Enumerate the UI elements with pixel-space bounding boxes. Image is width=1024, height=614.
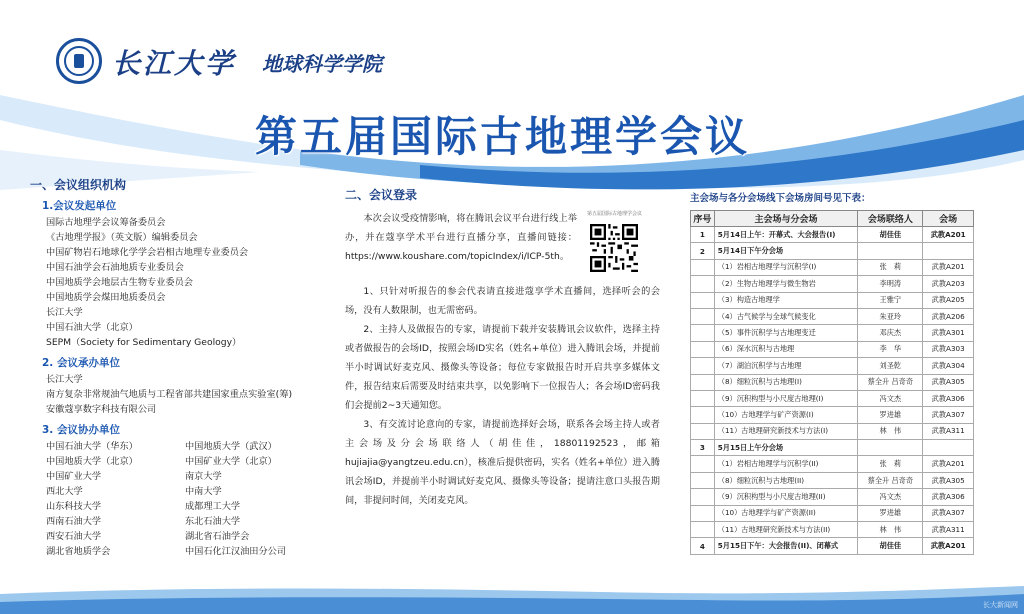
paragraph: 3、有交流讨论意向的专家，请提前选择好会场，联系各会场主持人或者主会场及分会场联络人（胡佳佳，18801192523，邮箱hujiajia@yangtzeu.edu.cn），核准后提供密码，实名（姓名+单位）进入腾讯会场ID，并提前半小时调试好麦克风、摄像头等设备；提请注意口头报告期间，非提问时间，关闭麦克风。 [345,419,660,506]
table-cell-name: 5月15日下午：大会报告(II)、闭幕式 [714,538,858,554]
list-item: 中国矿业大学（北京） [185,456,277,467]
table-cell-name: （8）细粒沉积与古地理(I) [714,374,858,390]
table-cell-room: 武教A311 [923,423,974,439]
table-row [691,292,974,308]
table-cell-contact: 冯文杰 [858,489,923,505]
list-item: 西安石油大学 [46,531,102,542]
watermark: 长大新闻网 [983,601,1018,609]
table-cell-contact: 胡佳佳 [858,227,923,243]
table-cell-contact: 胡佳佳 [858,538,923,554]
list-item: 中国矿业大学 [46,471,102,482]
list-item: 《古地理学报》（英文版）编辑委员会 [46,232,198,243]
table-row [691,440,974,456]
table-row [691,227,974,243]
university-name: 长江大学 [112,47,237,80]
column-header: 序号 [691,211,715,227]
table-cell-room: 武教A307 [923,407,974,423]
list-item: 中国矿物岩石地球化学学会岩相古地理专业委员会 [46,247,249,258]
conference-title: 第五届国际古地理学会议 [255,112,751,161]
section-title: 一、会议组织机构 [30,178,127,192]
table-cell-no [691,390,715,406]
table-header-row [691,211,974,227]
table-cell-no [691,505,715,521]
table-cell-name: （9）沉积构型与小尺度古地理(I) [714,390,858,406]
table-cell-name: （8）细粒沉积与古地理(II) [714,472,858,488]
table-row [691,489,974,505]
university-logo [56,38,102,84]
table-cell-name: （6）深水沉积与古地理 [714,341,858,357]
table-cell-name: （10）古地理学与矿产资源(I) [714,407,858,423]
list-item: 中国石油学会石油地质专业委员会 [46,262,184,273]
table-cell-name: 5月14日下午分会场 [714,243,858,259]
table-cell-no [691,341,715,357]
table-cell-contact: 罗进雄 [858,505,923,521]
table-row [691,308,974,324]
table-cell-contact: 罗进雄 [858,407,923,423]
qr-caption: 第五届国际古地理学会议 [587,211,643,217]
school-name: 地球科学学院 [262,52,382,76]
table-row [691,374,974,390]
table-cell-room: 武教A206 [923,308,974,324]
table-cell-room: 武教A205 [923,292,974,308]
table-row [691,423,974,439]
table-cell-no: 1 [691,227,715,243]
subsection-title: 3. 会议协办单位 [42,424,120,436]
table-cell-room: 武教A201 [923,227,974,243]
table-cell-contact: 李 华 [858,341,923,357]
table-cell-no [691,292,715,308]
list-item: 中国地质大学（北京） [46,456,138,467]
table-row [691,522,974,538]
header-banner [0,0,1024,190]
table-row [691,472,974,488]
table-cell-room: 武教A203 [923,276,974,292]
column-header: 主会场与分会场 [714,211,858,227]
table-row [691,243,974,259]
table-cell-no: 4 [691,538,715,554]
table-cell-room: 武教A201 [923,538,974,554]
table-cell-contact [858,440,923,456]
list-item: 中国地质学会地层古生物专业委员会 [46,277,193,288]
table-cell-contact: 林 伟 [858,423,923,439]
table-row [691,259,974,275]
table-row [691,390,974,406]
list-item: 中国石油大学（北京） [46,322,138,333]
table-cell-no [691,522,715,538]
table-cell-no: 2 [691,243,715,259]
table-cell-contact: 张 莉 [858,456,923,472]
venue-section [690,190,980,555]
table-cell-no [691,423,715,439]
table-cell-room: 武教A304 [923,358,974,374]
section-title: 主会场与各分会场线下会场房间号见下表： [690,193,871,204]
table-row [691,456,974,472]
paragraph: 1、只针对听报告的参会代表请直接进蔻享学术直播间，选择听会的会场，没有人数限制，也无需密码。 [345,286,660,316]
table-row [691,538,974,554]
table-cell-name: （4）古气候学与全球气候变化 [714,308,858,324]
list-item: 中南大学 [185,486,222,497]
co-organizer-grid [46,439,330,559]
table-cell-room: 武教A201 [923,259,974,275]
table-cell-contact: 刘圣乾 [858,358,923,374]
list-item: 成都理工大学 [185,501,241,512]
table-cell-room: 武教A305 [923,472,974,488]
list-item: 南京大学 [185,471,222,482]
table-cell-name: （9）沉积构型与小尺度古地理(II) [714,489,858,505]
venue-table [690,210,974,555]
table-cell-contact: 朱亚玲 [858,308,923,324]
table-cell-name: （1）岩相古地理学与沉积学(II) [714,456,858,472]
list-item: 东北石油大学 [185,516,241,527]
table-cell-room: 武教A305 [923,374,974,390]
column-header: 会场 [923,211,974,227]
subsection-title: 1.会议发起单位 [42,200,117,212]
table-cell-contact: 蔡全升 吕奇奇 [858,472,923,488]
table-body [691,227,974,555]
paragraph: 2、主持人及做报告的专家，请提前下载并安装腾讯会议软件，选择主持或者做报告的会场ID，按照会场ID实名（姓名+单位）进入腾讯会场，并提前半小时调试好麦克风、摄像头等设备；每位专家做报告时开启共享多媒体文件，报告结束后需要及时结束共享，以免影响下一位报告人；各会场ID密码我们会提前2~3天通知您。 [345,324,660,411]
table-cell-no [691,407,715,423]
table-cell-name: （5）事件沉积学与古地理变迁 [714,325,858,341]
list-item: 中国石油大学（华东） [46,441,138,452]
list-item: 湖北省石油学会 [185,531,250,542]
table-cell-name: 5月15日上午分会场 [714,440,858,456]
table-cell-no: 3 [691,440,715,456]
table-cell-no [691,456,715,472]
table-cell-contact: 蔡全升 吕奇奇 [858,374,923,390]
table-cell-room: 武教A303 [923,341,974,357]
table-cell-room: 武教A301 [923,325,974,341]
list-item: 南方复杂非常规油气地质与工程省部共建国家重点实验室(筹) [46,389,293,400]
table-cell-room [923,440,974,456]
table-cell-no [691,276,715,292]
table-cell-room: 武教A306 [923,489,974,505]
table-cell-contact: 林 伟 [858,522,923,538]
table-row [691,341,974,357]
list-item: 安徽蔻享数字科技有限公司 [46,404,157,415]
list-item: SEPM（Society for Sedimentary Geology） [46,337,242,348]
table-row [691,505,974,521]
list-item: 中国地质学会煤田地质委员会 [46,292,166,303]
footer-band [0,586,1024,614]
table-cell-name: （11）古地理研究新技术与方法(II) [714,522,858,538]
table-cell-contact: 邓庆杰 [858,325,923,341]
table-row [691,276,974,292]
section-title: 二、会议登录 [345,188,418,202]
table-cell-contact: 王雅宁 [858,292,923,308]
list-item: 长江大学 [46,307,83,318]
list-item: 山东科技大学 [46,501,102,512]
column-header: 会场联络人 [858,211,923,227]
table-cell-room: 武教A201 [923,456,974,472]
table-cell-contact: 李明涛 [858,276,923,292]
table-cell-no [691,308,715,324]
table-cell-contact [858,243,923,259]
list-item: 中国地质大学（武汉） [185,441,277,452]
table-cell-no [691,259,715,275]
organizer-list [46,372,330,417]
table-cell-name: （3）构造古地理学 [714,292,858,308]
table-cell-name: （7）湖泊沉积学与古地理 [714,358,858,374]
table-cell-name: （2）生物古地理学与微生物岩 [714,276,858,292]
table-cell-no [691,489,715,505]
table-cell-no [691,472,715,488]
table-cell-name: （10）古地理学与矿产资源(II) [714,505,858,521]
table-cell-contact: 冯文杰 [858,390,923,406]
list-item: 中国石化江汉油田分公司 [185,546,287,557]
qr-code[interactable] [590,224,638,272]
table-row [691,407,974,423]
table-cell-room [923,243,974,259]
subsection-title: 2. 会议承办单位 [42,357,120,369]
table-row [691,358,974,374]
table-cell-name: （1）岩相古地理学与沉积学(I) [714,259,858,275]
table-cell-room: 武教A307 [923,505,974,521]
table-cell-name: 5月14日上午：开幕式、大会报告(I) [714,227,858,243]
organization-section [30,176,330,559]
list-item: 长江大学 [46,374,83,385]
list-item: 西北大学 [46,486,83,497]
table-cell-contact: 张 莉 [858,259,923,275]
footer-wave-graphic [0,586,1024,614]
list-item: 西南石油大学 [46,516,102,527]
table-cell-name: （11）古地理研究新技术与方法(I) [714,423,858,439]
list-item: 国际古地理学会议筹备委员会 [46,217,166,228]
table-cell-no [691,358,715,374]
sponsor-list [46,215,330,350]
table-cell-no [691,325,715,341]
table-cell-room: 武教A311 [923,522,974,538]
intro-paragraph: 本次会议受疫情影响，将在腾讯会议平台进行线上举办，并在蔻享学术平台进行直播分享，直播间链接：https://www.koushare.com/topicIndex/i/ICP-5th。 [345,213,577,262]
list-item: 湖北省地质学会 [46,546,111,557]
table-cell-room: 武教A306 [923,390,974,406]
table-cell-no [691,374,715,390]
table-row [691,325,974,341]
